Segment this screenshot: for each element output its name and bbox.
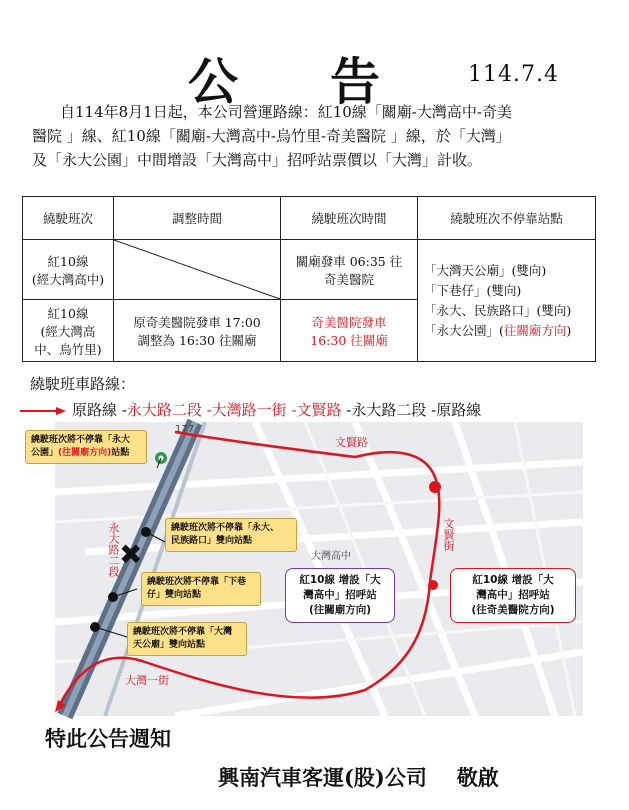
new-stop-east <box>450 568 576 623</box>
map-pin-label: 177 <box>175 424 195 435</box>
stop-east-line-a: 紅10線 增設「大 <box>472 574 554 586</box>
company-name: 興南汽車客運(股)公司 <box>218 765 427 790</box>
row1-time-a: 關廟發車 06:35 往 <box>295 253 403 269</box>
intro-paragraph <box>32 100 596 172</box>
callout-minzu-intersection <box>165 518 297 552</box>
map-school-label: 大灣高中 <box>311 551 351 562</box>
notice-closing: 特此公告週知 <box>45 726 171 751</box>
map-road-label-3: 文賢街 <box>442 518 455 551</box>
red-arrow-icon <box>20 406 66 416</box>
stop-east-line-b: 灣高中」招呼站 <box>476 589 550 601</box>
intro-line-2: 醫院 」線、紅10線「關廟-大灣高中-烏竹里-奇美醫院 」線，於「大灣」 <box>32 127 511 145</box>
row2-adjust-b: 調整為 16:30 往關廟 <box>137 332 257 348</box>
company-signature <box>218 762 499 792</box>
stop-4-a: 「永大公園」( <box>424 322 504 338</box>
row2-adjust <box>114 300 281 362</box>
stop-east-line-c: (往奇美醫院方向) <box>471 604 555 616</box>
map-road-label-2: 文賢路 <box>335 436 368 449</box>
notice-title <box>0 42 629 111</box>
schedule-table <box>22 196 596 362</box>
callout1-line-b: 公園」 <box>31 448 59 458</box>
callout1-line-a: 繞駛班次將不停靠「永大 <box>31 435 131 445</box>
signoff: 敬啟 <box>456 765 499 790</box>
intro-line-3: 及「永大公園」中間增設「大灣高中」招呼站票價以「大灣」計收。 <box>32 151 483 169</box>
diagonal-line <box>114 240 280 299</box>
stop-4 <box>424 321 592 341</box>
stop-4-c: ) <box>566 322 572 338</box>
row1-adjust-empty <box>114 240 281 300</box>
legend-original: 原路線 - <box>72 401 127 419</box>
row1-time <box>281 240 418 300</box>
map-road-label-4: 大灣一街 <box>125 674 169 687</box>
row2-route-note-b: 中、烏竹里) <box>34 341 102 357</box>
stop-west-line-c: (往關廟方向) <box>308 604 372 616</box>
header-route: 繞駛班次 <box>23 197 114 240</box>
row1-route-note: (經大灣高中) <box>31 271 105 287</box>
table-header-row <box>23 197 596 240</box>
row1-route <box>23 240 114 300</box>
header-stops: 繞駛班次不停靠站點 <box>418 197 596 240</box>
new-stop-west <box>285 568 395 623</box>
legend-return: -永大路二段 -原路線 <box>341 401 482 419</box>
stop-west-line-a: 紅10線 增設「大 <box>299 574 381 586</box>
header-adjust: 調整時間 <box>114 197 281 240</box>
stop-3: 「永大、民族路口」(雙向) <box>424 302 572 318</box>
row2-route-name: 紅10線 <box>47 305 89 321</box>
row1-route-name: 紅10線 <box>47 253 89 269</box>
row2-time-b: 16:30 往關廟 <box>310 332 388 348</box>
row2-time <box>281 300 418 362</box>
callout3-line-b: 仔」雙向站點 <box>147 590 202 600</box>
callout1-line-d: 站點 <box>111 448 130 458</box>
svg-text:✖: ✖ <box>119 538 143 571</box>
callout2-line-a: 繞駛班次將不停靠「永大、 <box>171 523 280 533</box>
stops-cell <box>418 240 596 362</box>
legend-detour: 永大路二段 -大灣路一街 -文賢路 <box>126 401 342 419</box>
row2-adjust-a: 原奇美醫院發車 17:00 <box>133 314 261 330</box>
title-char-1: 公 <box>188 52 238 111</box>
stop-1: 「大灣天公廟」(雙向) <box>424 262 547 278</box>
stop-2: 「下巷仔」(雙向) <box>424 282 522 298</box>
stop-west-line-b: 灣高中」招呼站 <box>303 589 377 601</box>
callout-yongda-park <box>25 430 147 464</box>
row2-time-a: 奇美醫院發車 <box>311 314 387 330</box>
row1-time-b: 奇美醫院 <box>323 271 374 287</box>
route-legend <box>20 399 481 420</box>
row2-route-note-a: (經大灣高 <box>40 323 96 339</box>
route-map <box>31 422 583 716</box>
callout4-line-a: 繞駛班次將不停靠「大灣 <box>133 627 233 637</box>
callout4-line-b: 天公廟」雙向站點 <box>133 640 206 650</box>
map-road-label-1: 永大路二段 <box>107 522 120 577</box>
table-row <box>23 240 596 300</box>
header-time: 繞駛班次時間 <box>281 197 418 240</box>
intro-line-1: 自114年8月1日起，本公司營運路線：紅10線「關廟-大灣高中-奇美 <box>60 103 512 121</box>
notice-date: 114.7.4 <box>468 62 559 87</box>
callout-xiaxiangzi <box>141 572 261 606</box>
callout1-line-c: (往關廟方向) <box>58 448 112 458</box>
callout-dawan-temple <box>127 622 247 656</box>
title-char-2: 告 <box>330 52 380 111</box>
callout3-line-a: 繞駛班次將不停靠「下巷 <box>147 577 247 587</box>
route-section-title: 繞駛班車路線： <box>30 375 136 393</box>
row2-route <box>23 300 114 362</box>
callout2-line-b: 民族路口」雙向站點 <box>171 536 253 546</box>
stop-4-direction: 往關廟方向 <box>503 322 567 338</box>
